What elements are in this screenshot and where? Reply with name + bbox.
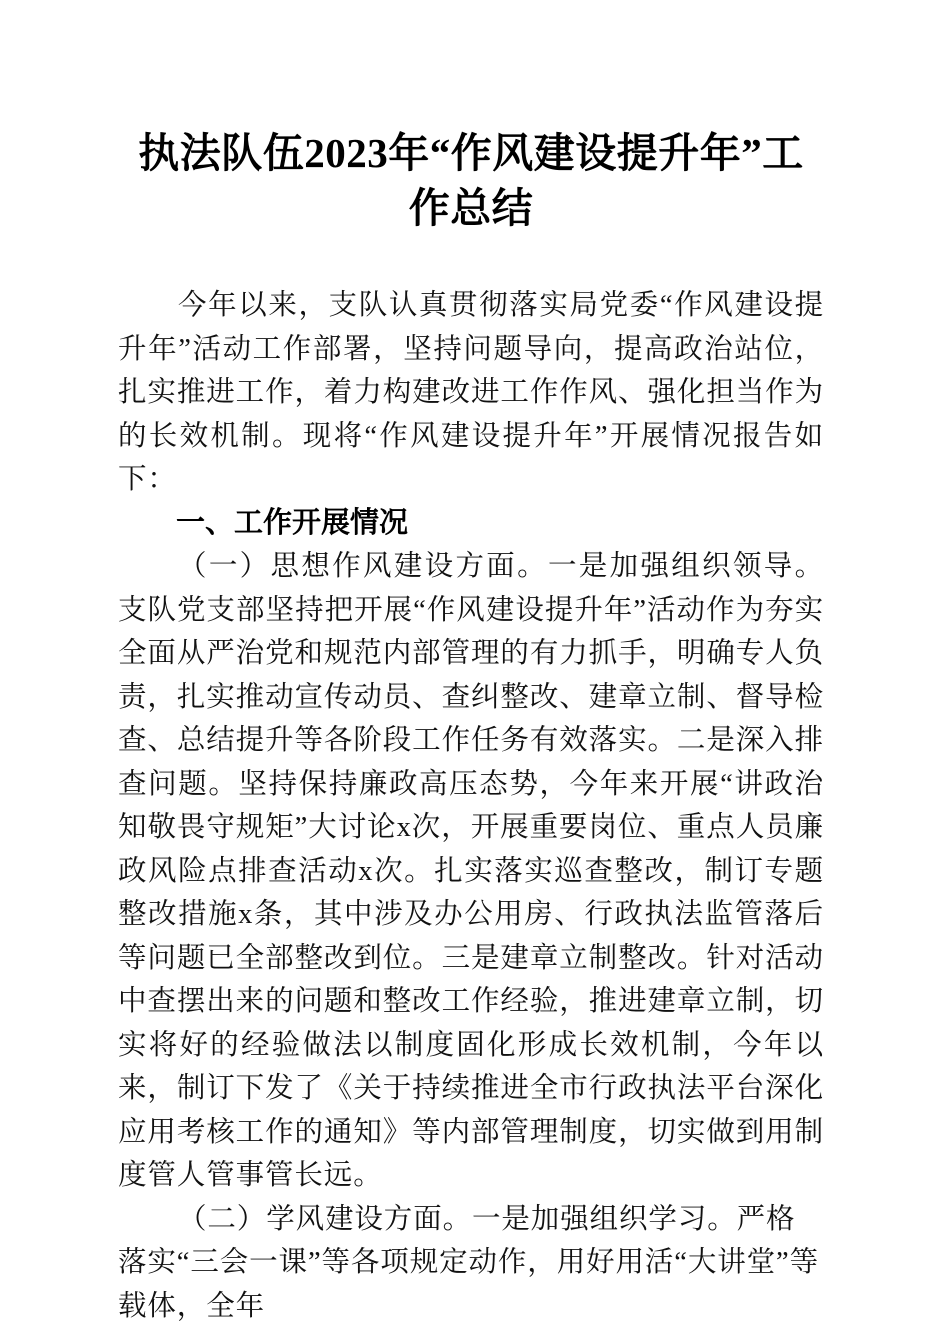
paragraph-ideological-work-style: （一）思想作风建设方面。一是加强组织领导。支队党支部坚持把开展“作风建设提升年”活动作为夯实全面从严治党和规范内部管理的有力抓手，明确专人负责，扎实推动宣传动员、查纠整改、建章立制、督导检查、总结提升等各阶段工作任务有效落实。二是深入排查问题。坚持保持廉政高压态势，今年来开展“讲政治知敬畏守规矩”大讨论x次，开展重要岗位、重点人员廉政风险点排查活动x次。扎实落实巡查整改，制订专题整改措施x条，其中涉及办公用房、行政执法监管落后等问题已全部整改到位。三是建章立制整改。针对活动中查摆出来的问题和整改工作经验，推进建章立制，切实将好的经验做法以制度固化形成长效机制，今年以来，制订下发了《关于持续推进全市行政执法平台深化应用考核工作的通知》等内部管理制度，切实做到用制度管人管事管长远。 [118,551,824,1191]
document-title: 执法队伍2023年“作风建设提升年”工作总结 [138,130,804,231]
paragraph-opening: 今年以来，支队认真贯彻落实局党委“作风建设提升年”活动工作部署，坚持问题导向，提高政治站位，扎实推进工作，着力构建改进工作作风、强化担当作为的长效机制。现将“作风建设提升年”开展情况报告如下： [118,290,824,495]
section-heading-work-progress: 一、工作开展情况 [176,506,409,539]
paragraph-study-style: （二）学风建设方面。一是加强组织学习。严格落实“三会一课”等各项规定动作，用好用活“大讲堂”等载体，全年 [118,1203,820,1322]
document-body [118,0,824,1328]
title-spacer [118,236,824,284]
